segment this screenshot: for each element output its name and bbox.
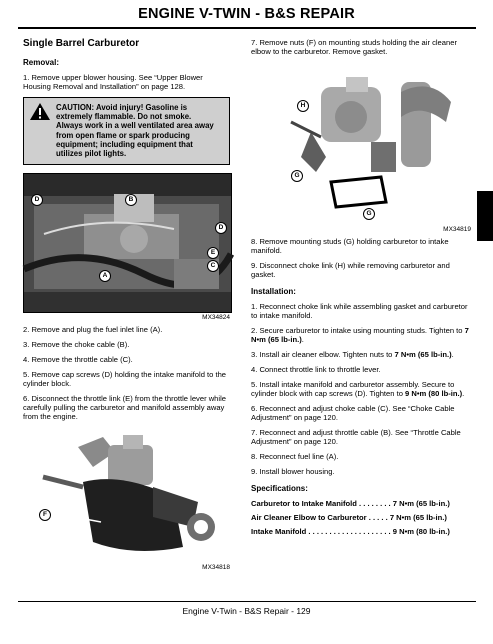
callout-e: E — [207, 247, 219, 259]
header-rule — [18, 27, 476, 29]
install-step-9: 9. Install blower housing. — [251, 467, 335, 476]
callout-f: F — [39, 509, 51, 521]
spec-row: Air Cleaner Elbow to Carburetor . . . . . 7 N•m (65 lb-in.) — [251, 513, 447, 522]
photo-id: MX34819 — [443, 226, 471, 233]
callout-d: D — [31, 194, 43, 206]
removal-step-8: 8. Remove mounting studs (G) holding carburetor to intake manifold. — [251, 237, 449, 255]
removal-step-4: 4. Remove the throttle cable (C). — [23, 355, 133, 365]
callout-g: G — [291, 170, 303, 182]
install-step-2 — [251, 326, 471, 344]
removal-step-1: 1. Remove upper blower housing. See “Upper Blower Housing Removal and Installation” on page 128. — [23, 73, 203, 91]
install-step-3-text: 3. Install air cleaner elbow. Tighten nuts to — [251, 350, 395, 359]
engine-photo — [23, 173, 232, 313]
carburetor-image — [251, 62, 471, 212]
removal-step-9: 9. Disconnect choke link (H) while removing carburetor and gasket. — [251, 261, 450, 279]
caution-line: from open flame or spark producing — [56, 130, 190, 140]
install-step-5-text: 5. Install intake manifold and carburetor assembly. Secure to cylinder block with cap screws (D). Tighten to — [251, 380, 455, 398]
warning-icon — [29, 102, 51, 121]
spec-row: Intake Manifold . . . . . . . . . . . . . . . . . . . . 9 N•m (80 lb-in.) — [251, 527, 450, 536]
callout-g: G — [363, 208, 375, 220]
period: . — [301, 335, 304, 344]
spec-row: Carburetor to Intake Manifold . . . . . . . . 7 N•m (65 lb-in.) — [251, 499, 450, 508]
torque-value: 9 N•m (80 lb-in.) — [405, 389, 463, 398]
right-column — [251, 38, 471, 541]
callout-c: C — [207, 260, 219, 272]
period: . — [451, 350, 454, 359]
removal-step-6: 6. Disconnect the throttle link (E) from the throttle lever while carefully pulling the carburetor and manifold assembly away from the engine. — [23, 394, 227, 422]
section-thumb-tab — [477, 191, 493, 241]
caution-box — [23, 97, 230, 165]
removal-title: Removal: — [23, 58, 60, 67]
callout-b: B — [125, 194, 137, 206]
install-step-3 — [251, 350, 471, 359]
torque-value: 7 N•m (65 lb-in.) — [251, 326, 469, 344]
callout-a: A — [99, 270, 111, 282]
install-step-1: 1. Reconnect choke link while assembling gasket and carburetor to intake manifold. — [251, 302, 468, 320]
footer-rule — [18, 601, 476, 602]
carburetor-assembly-image — [23, 427, 230, 563]
carburetor-photo — [251, 62, 471, 217]
page-footer: Engine V-Twin - B&S Repair - 129 — [182, 606, 311, 616]
photo-id: MX34818 — [202, 564, 230, 572]
caution-line: equipment; including equipment that — [56, 139, 193, 149]
install-step-4: 4. Connect throttle link to throttle lever. — [251, 365, 381, 374]
install-step-5 — [251, 380, 471, 398]
install-step-7: 7. Reconnect and adjust throttle cable (B). See “Throttle Cable Adjustment” on page 120. — [251, 428, 461, 446]
installation-title: Installation: — [251, 287, 296, 296]
removal-step-7: 7. Remove nuts (F) on mounting studs holding the air cleaner elbow to the carburetor. Remove gasket. — [251, 38, 457, 56]
callout-h: H — [297, 100, 309, 112]
caution-line: Always work in a well ventilated area away — [56, 121, 214, 131]
removal-step-3: 3. Remove the choke cable (B). — [23, 340, 130, 350]
period: . — [462, 389, 465, 398]
specifications-title: Specifications: — [251, 484, 308, 493]
install-step-2-text: 2. Secure carburetor to intake using mounting studs. Tighten to — [251, 326, 465, 335]
carburetor-assembly-photo — [23, 427, 230, 563]
torque-value: 7 N•m (65 lb-in.) — [394, 350, 452, 359]
caution-line: CAUTION: Avoid injury! Gasoline is — [56, 103, 188, 112]
caution-line: extremely flammable. Do not smoke. — [56, 112, 192, 122]
install-step-8: 8. Reconnect fuel line (A). — [251, 452, 339, 461]
photo-id: MX34824 — [202, 314, 230, 322]
section-title: Single Barrel Carburetor — [23, 38, 140, 49]
install-step-6: 6. Reconnect and adjust choke cable (C). See “Choke Cable Adjustment” on page 120. — [251, 404, 455, 422]
caution-line: utilizes pilot lights. — [56, 149, 127, 159]
removal-step-5: 5. Remove cap screws (D) holding the intake manifold to the cylinder block. — [23, 370, 227, 389]
callout-d: D — [215, 222, 227, 234]
left-column — [23, 38, 230, 575]
page-header: ENGINE V-TWIN - B&S REPAIR — [138, 6, 355, 22]
removal-step-2: 2. Remove and plug the fuel inlet line (A). — [23, 325, 163, 335]
